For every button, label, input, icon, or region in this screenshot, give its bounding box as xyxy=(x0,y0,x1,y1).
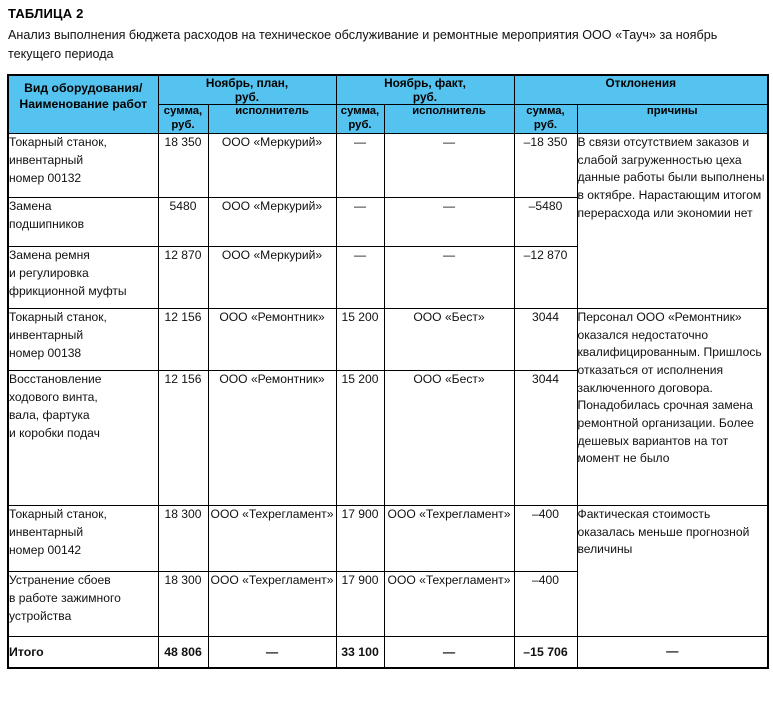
header-deviation-sum: сумма, руб. xyxy=(514,105,577,134)
cell-fact-sum: — xyxy=(336,197,384,246)
header-group-plan: Ноябрь, план, руб. xyxy=(158,75,336,105)
cell-fact-sum: 15 200 xyxy=(336,370,384,505)
cell-equipment-name: Токарный станок, инвентарный номер 00132 xyxy=(8,133,158,197)
table-total-row xyxy=(8,636,768,668)
header-plan-performer: исполнитель xyxy=(208,105,336,134)
header-fact-sum: сумма, руб. xyxy=(336,105,384,134)
cell-deviation-sum: –12 870 xyxy=(514,246,577,308)
cell-equipment-name: Восстановление ходового винта, вала, фартука и коробки подач xyxy=(8,370,158,505)
cell-equipment-name: Замена ремня и регулировка фрикционной муфты xyxy=(8,246,158,308)
table-row xyxy=(8,308,768,370)
cell-fact-sum: 17 900 xyxy=(336,505,384,571)
total-deviation-sum: –15 706 xyxy=(514,636,577,668)
cell-deviation-sum: –18 350 xyxy=(514,133,577,197)
header-fact-performer: исполнитель xyxy=(384,105,514,134)
cell-fact-performer: ООО «Техрегламент» xyxy=(384,505,514,571)
cell-deviation-sum: –400 xyxy=(514,505,577,571)
total-deviation-reason: — xyxy=(577,636,768,668)
cell-plan-performer: ООО «Техрегламент» xyxy=(208,505,336,571)
cell-equipment-name: Устранение сбоев в работе зажимного устройства xyxy=(8,571,158,636)
header-deviation-reason: причины xyxy=(577,105,768,134)
cell-fact-performer: ООО «Бест» xyxy=(384,308,514,370)
cell-fact-sum: — xyxy=(336,246,384,308)
table-label: ТАБЛИЦА 2 xyxy=(8,6,84,21)
cell-fact-sum: 17 900 xyxy=(336,571,384,636)
table-caption: Анализ выполнения бюджета расходов на техническое обслуживание и ремонтные мероприятия ООО «Тауч» за ноябрь текущего периода xyxy=(8,28,718,62)
cell-fact-performer: — xyxy=(384,133,514,197)
cell-plan-performer: ООО «Меркурий» xyxy=(208,246,336,308)
cell-fact-sum: — xyxy=(336,133,384,197)
table-row xyxy=(8,133,768,197)
cell-plan-performer: ООО «Ремонтник» xyxy=(208,308,336,370)
cell-deviation-sum: 3044 xyxy=(514,370,577,505)
cell-deviation-reason: В связи отсутствием заказов и слабой загруженностью цеха данные работы были выполнены в октябре. Нарастающим итогом перерасхода или экономии нет xyxy=(577,133,768,308)
total-fact-performer: — xyxy=(384,636,514,668)
document-header xyxy=(0,0,773,65)
total-plan-sum: 48 806 xyxy=(158,636,208,668)
cell-plan-sum: 5480 xyxy=(158,197,208,246)
cell-equipment-name: Замена подшипников xyxy=(8,197,158,246)
total-fact-sum: 33 100 xyxy=(336,636,384,668)
cell-fact-sum: 15 200 xyxy=(336,308,384,370)
cell-deviation-sum: –5480 xyxy=(514,197,577,246)
cell-plan-sum: 18 350 xyxy=(158,133,208,197)
header-group-fact: Ноябрь, факт, руб. xyxy=(336,75,514,105)
cell-plan-performer: ООО «Ремонтник» xyxy=(208,370,336,505)
cell-plan-sum: 18 300 xyxy=(158,505,208,571)
cell-fact-performer: ООО «Техрегламент» xyxy=(384,571,514,636)
table-body xyxy=(8,133,768,668)
table-row xyxy=(8,505,768,571)
cell-plan-sum: 12 156 xyxy=(158,308,208,370)
cell-fact-performer: — xyxy=(384,246,514,308)
table-header xyxy=(8,75,768,134)
budget-analysis-table xyxy=(7,74,769,670)
header-equipment-name: Вид оборудования/ Наименование работ xyxy=(8,75,158,134)
total-label: Итого xyxy=(8,636,158,668)
cell-fact-performer: — xyxy=(384,197,514,246)
header-plan-sum: сумма, руб. xyxy=(158,105,208,134)
cell-deviation-reason: Фактическая стоимость оказалась меньше прогнозной величины xyxy=(577,505,768,636)
cell-plan-sum: 12 156 xyxy=(158,370,208,505)
header-group-deviations: Отклонения xyxy=(514,75,768,105)
cell-plan-performer: ООО «Меркурий» xyxy=(208,197,336,246)
cell-plan-sum: 18 300 xyxy=(158,571,208,636)
cell-plan-sum: 12 870 xyxy=(158,246,208,308)
cell-plan-performer: ООО «Техрегламент» xyxy=(208,571,336,636)
header-group-row xyxy=(8,75,768,105)
cell-deviation-sum: 3044 xyxy=(514,308,577,370)
cell-plan-performer: ООО «Меркурий» xyxy=(208,133,336,197)
cell-fact-performer: ООО «Бест» xyxy=(384,370,514,505)
total-plan-performer: — xyxy=(208,636,336,668)
cell-equipment-name: Токарный станок, инвентарный номер 00138 xyxy=(8,308,158,370)
cell-deviation-reason: Персонал ООО «Ремонтник» оказался недостаточно квалифицированным. Пришлось отказаться от исполнения заключенного договора. Понадобилась срочная замена ремонтной организации. Более дешевых вариантов на тот момент не было xyxy=(577,308,768,505)
cell-equipment-name: Токарный станок, инвентарный номер 00142 xyxy=(8,505,158,571)
cell-deviation-sum: –400 xyxy=(514,571,577,636)
